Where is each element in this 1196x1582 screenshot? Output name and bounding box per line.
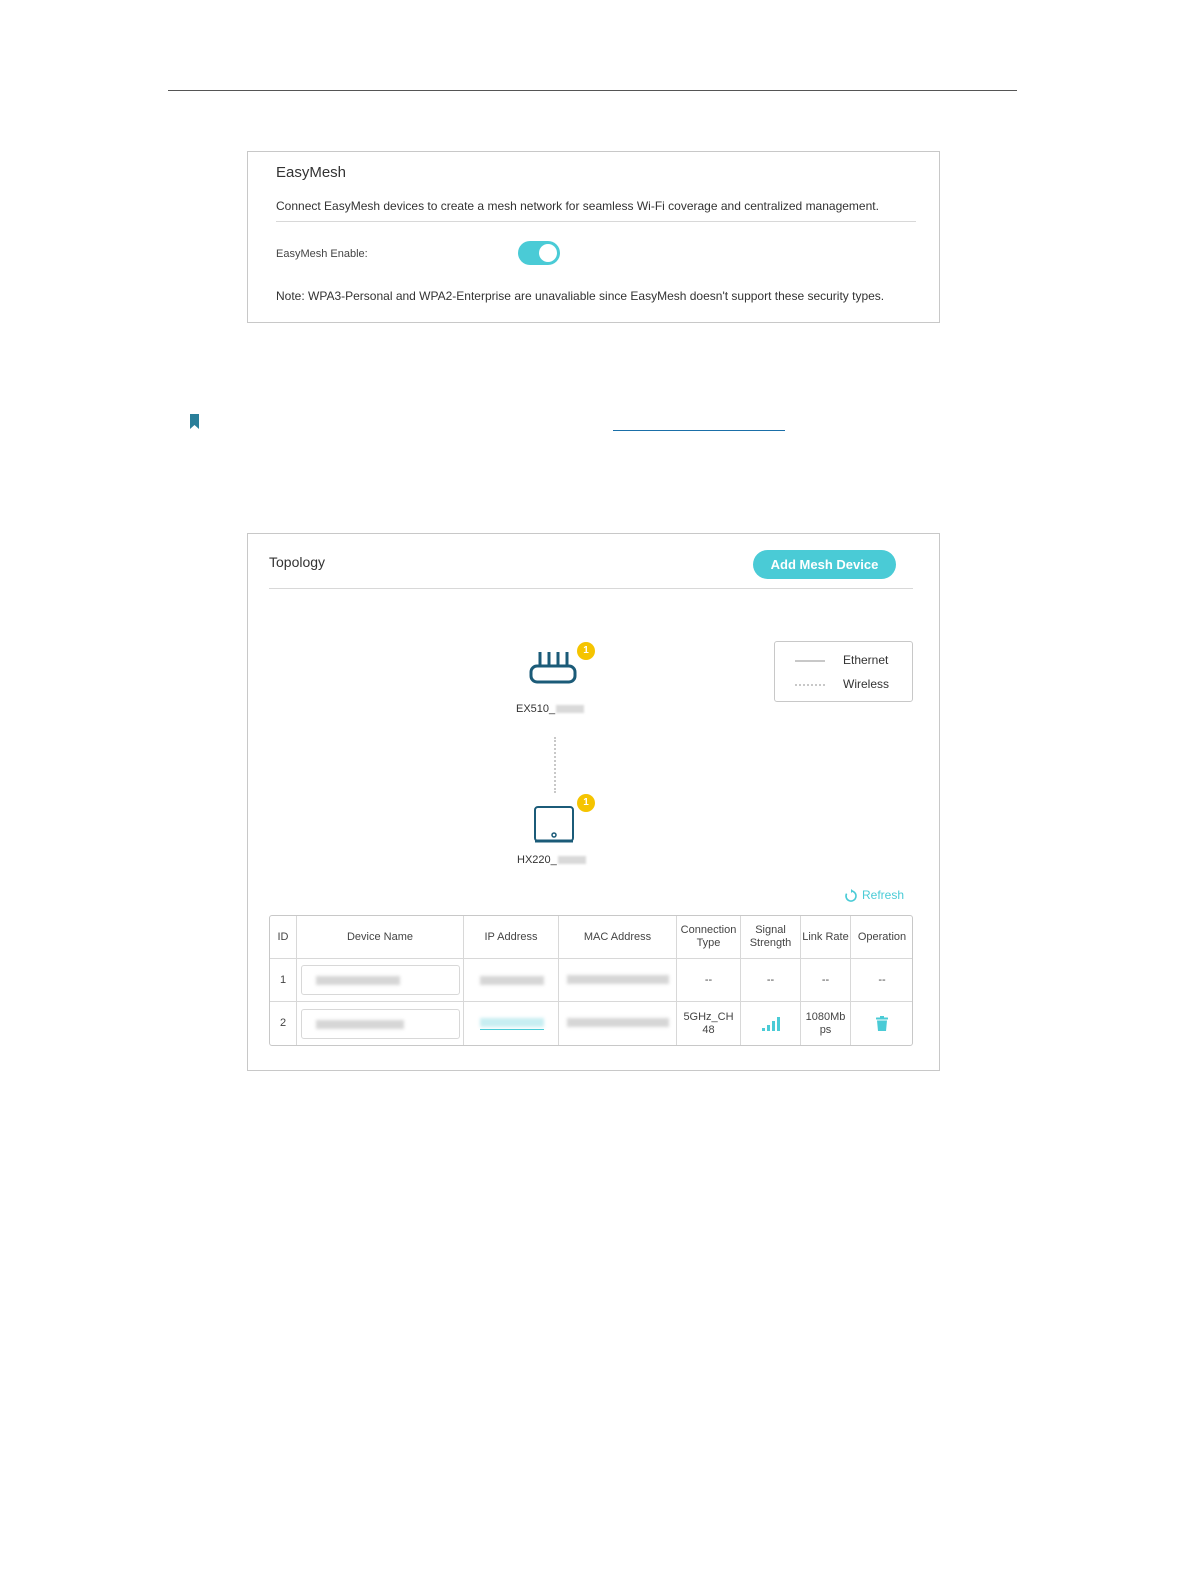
column-header: Signal Strength [741,916,801,958]
link-rate-cell: -- [801,959,851,1001]
easymesh-enable-label: EasyMesh Enable: [276,248,368,260]
node-label [517,854,586,866]
topology-panel [247,533,940,1071]
link-rate-cell: 1080Mb ps [801,1002,851,1045]
mac-address-cell [559,1002,677,1045]
router-icon [523,646,583,696]
table-row [270,1001,912,1045]
easymesh-title: EasyMesh [276,164,347,181]
column-header: Operation [857,930,907,943]
toggle-knob [539,244,557,262]
operation-cell: -- [878,973,886,986]
mac-address-cell [559,959,677,1001]
column-header: IP Address [464,916,559,958]
add-mesh-device-button[interactable]: Add Mesh Device [753,550,896,579]
easymesh-description: Connect EasyMesh devices to create a mesh network for seamless Wi-Fi coverage and centralized management. [276,199,879,213]
legend-ethernet-label: Ethernet [843,653,889,667]
column-header: MAC Address [559,916,677,958]
device-name-cell [297,959,464,1001]
wireless-line-swatch [795,684,825,686]
ip-address-cell [464,959,559,1001]
divider [276,221,916,222]
easymesh-enable-toggle[interactable] [518,241,560,265]
refresh-label: Refresh [862,888,905,902]
notification-badge: 1 [577,642,595,660]
signal-bars-icon [761,1016,781,1032]
redacted-text [556,705,584,713]
redacted-text [558,856,586,864]
satellite-device-icon [523,797,583,843]
node-name: EX510_ [516,703,556,715]
table-header-row [270,916,912,958]
connection-type-cell: 5GHz_CH 48 [677,1002,741,1045]
refresh-icon [844,889,858,903]
node-label [516,703,584,715]
device-name-cell [297,1002,464,1045]
row-id: 2 [270,1002,297,1045]
trash-icon[interactable] [876,1016,888,1031]
bookmark-icon [190,414,199,429]
ethernet-line-swatch [795,660,825,662]
device-name-input[interactable] [301,965,460,995]
device-table [269,915,913,1046]
column-header: ID [270,916,297,958]
wireless-link [554,737,556,793]
divider [269,588,913,589]
ip-address-cell [464,1002,559,1045]
topology-legend [774,641,913,702]
redacted-text [316,976,400,985]
redacted-text [480,976,544,985]
redacted-ip-link[interactable] [480,1018,544,1027]
easymesh-panel [247,151,940,323]
hyperlink-underline[interactable] [613,430,785,431]
column-header: Connection Type [677,916,741,958]
device-name-input[interactable] [301,1009,460,1039]
page-top-rule [168,90,1017,91]
redacted-text [567,975,669,984]
notification-badge: 1 [577,794,595,812]
ip-link-underline [480,1029,544,1030]
redacted-text [316,1020,404,1029]
legend-wireless-label: Wireless [843,677,890,691]
connection-type-cell: -- [677,959,741,1001]
topology-title: Topology [269,554,326,570]
refresh-button[interactable] [844,888,904,903]
redacted-text [567,1018,669,1027]
signal-strength-cell [741,1002,801,1045]
table-row [270,958,912,1001]
operation-cell [851,1002,913,1045]
signal-strength-cell: -- [741,959,801,1001]
column-header: Device Name [297,916,464,958]
easymesh-note: Note: WPA3-Personal and WPA2-Enterprise are unavaliable since EasyMesh doesn't support these security types. [276,289,885,303]
row-id: 1 [270,959,297,1001]
column-header: Link Rate [801,916,851,958]
node-name: HX220_ [517,854,557,866]
